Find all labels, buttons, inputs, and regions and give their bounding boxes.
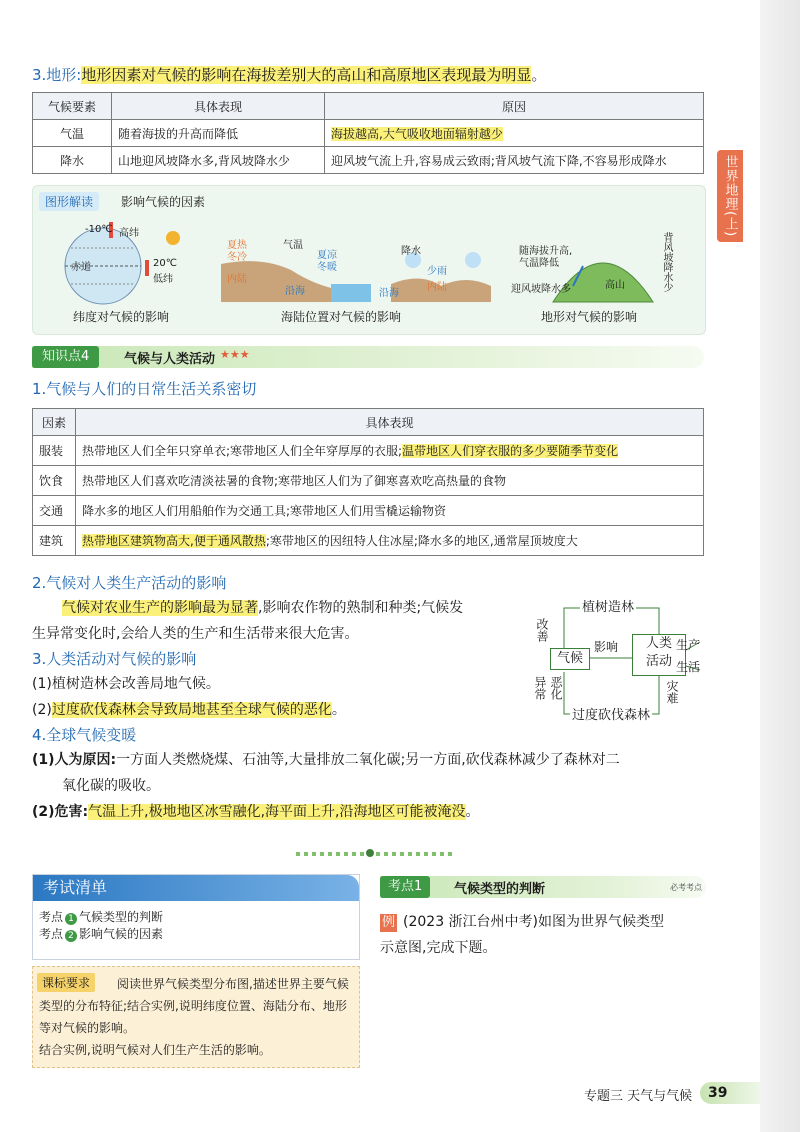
land-summer-cool: 夏凉 [317,250,337,261]
cell-highlight: 温带地区人们穿衣服的多少要随季节变化 [402,444,619,458]
th-detail: 具体表现 [76,409,704,436]
section-3b-p2 [32,698,346,722]
land-temp: 气温 [283,240,303,251]
terrain-alt-up: 随海拔升高, [519,246,573,257]
figure-tag: 图形解读 [39,192,99,211]
terrain-caption: 地形对气候的影响 [541,310,638,324]
land2-precip: 降水 [401,246,421,257]
section-3b-end: 。 [331,702,346,718]
kp4-name: 气候与人类活动 [124,352,216,367]
land-summer-hot: 夏热 [227,240,247,251]
table-row [33,147,704,174]
cycle-disaster: 灾难 [665,680,679,704]
table-row [33,436,704,466]
cycle-top: 植树造林 [580,596,636,615]
page-edge [760,0,800,1132]
cloud-icon [465,252,481,268]
table-row [33,466,704,496]
cycle-right1: 生产 [676,638,701,652]
kp4-label: 知识点4 [32,346,99,368]
lat-temp-low: -10℃ [85,224,113,235]
section-4-end: 。 [465,804,480,820]
table-row [33,526,704,556]
section-4-c2 [32,800,480,824]
table-header-row [33,409,704,436]
knowledge-point-4-bar [32,346,704,368]
lat-high: 高纬 [119,228,139,239]
cell-highlight: 热带地区建筑物高大,便于通风散热 [82,534,266,548]
footer-text: 专题三 天气与气候 [584,1089,693,1104]
cell: 山地迎风坡降水多,背风坡降水少 [112,147,325,174]
cycle-right2: 生活 [676,660,701,674]
example-mark: 例 [382,915,396,930]
cell [325,120,704,147]
req-text-1: 阅读世界气候类型分布图,描述世界主要气候类型的分布特征;结合实例,说明纬度位置、海陆分布、地形等对气候的影响。 [39,977,349,1035]
exam-item[interactable] [33,909,359,926]
cycle-left-bot1: 异常 [533,676,547,700]
cell: 服装 [33,436,76,466]
section-4-title: 4.全球气候变暖 [32,726,137,744]
land-coastal: 沿海 [285,286,305,297]
cell: 降水多的地区人们用船舶作为交通工具;寒带地区人们用雪橇运输物资 [76,496,704,526]
land-winter-cold: 冬冷 [227,252,247,263]
cell: 迎风坡气流上升,容易成云致雨;背风坡气流下降,不容易形成降水 [325,147,704,174]
cell [76,436,704,466]
exam-item-pre: 考点 [39,910,64,924]
table-row [33,120,704,147]
key-point-1-bar [380,876,706,898]
req-text-2: 结合实例,说明气候对人们生产生活的影响。 [39,1043,271,1057]
section-4-c1-text: 一方面人类燃烧煤、石油等,大量排放二氧化碳;另一方面,砍伐森林减少了森林对二 [116,752,620,768]
cycle-human1: 人类 [645,636,672,651]
exam-item-pre: 考点 [39,927,64,941]
example-line1 [380,910,664,934]
sun-icon [166,231,180,245]
star-icon: ★★★ [220,348,250,361]
land-caption: 海陆位置对气候的影响 [281,310,402,324]
section-2-line2: 生异常变化时,会给人类的生产和生活带来很大危害。 [32,626,359,642]
cell: 随着海拔的升高而降低 [112,120,325,147]
section-1-title: 1.气候与人们的日常生活关系密切 [32,380,257,398]
lat-equator: 赤道 [71,262,91,273]
cell: 建筑 [33,526,76,556]
terrain-windward: 迎风坡降水多 [511,284,571,295]
example-line2: 示意图,完成下题。 [380,940,497,956]
cycle-left-top: 改善 [535,618,549,642]
kd1-label: 考点1 [380,876,430,898]
table-header-row [33,93,704,120]
page-number: 39 [700,1082,760,1104]
cycle-diagram [524,596,714,726]
section-3-end: 。 [531,66,547,84]
side-tab[interactable]: 世界地理(上) [717,150,743,242]
exam-item-text: 影响气候的因素 [79,927,164,941]
life-table [32,408,704,556]
climate-factors-figure [32,185,706,335]
kd1-must: 必考考点 [670,883,702,892]
section-4-c1b: 氧化碳的吸收。 [62,778,160,794]
section-4-c1-label: (1)人为原因: [32,752,117,768]
cycle-human2: 活动 [645,654,672,669]
land-winter-warm: 冬暖 [317,262,337,273]
cell: 交通 [33,496,76,526]
section-4-c1 [32,748,620,772]
section-2-line1 [62,596,463,620]
sea-shape [331,284,371,302]
cycle-left-bot2: 恶化 [549,676,563,700]
th-performance: 具体表现 [112,93,325,120]
section-3b-p1: (1)植树造林会改善局地气候。 [32,676,220,692]
cycle-bottom: 过度砍伐森林 [570,704,652,723]
lat-caption: 纬度对气候的影响 [73,310,170,324]
terrain-mountain: 高山 [605,280,625,291]
terrain-table [32,92,704,174]
divider-dots [296,852,456,856]
req-label: 课标要求 [37,973,95,992]
section-3-heading [32,64,546,85]
curriculum-requirements [32,966,360,1068]
section-2-highlight: 气候对农业生产的影响最为显著 [62,600,258,616]
section-3b-highlight: 过度砍伐森林会导致局地甚至全球气候的恶化 [51,702,332,718]
divider-center-dot [366,849,374,857]
cycle-mid: 影响 [594,640,619,654]
cell-text: ;寒带地区的因纽特人住冰屋;降水多的地区,通常屋顶坡度大 [265,534,578,548]
land2-coastal: 沿海 [379,288,399,299]
section-3b-title: 3.人类活动对气候的影响 [32,650,197,668]
section-2-text: ,影响农作物的熟制和种类;气候发 [258,600,464,616]
cell: 热带地区人们喜欢吃清淡祛暑的食物;寒带地区人们为了御寒喜欢吃高热量的食物 [76,466,704,496]
cell: 气温 [33,120,112,147]
figure-title: 影响气候的因素 [121,195,206,209]
land2-inland: 内陆 [427,282,447,293]
section-4-c2-label: (2)危害: [32,804,89,820]
terrain-temp-down: 气温降低 [519,258,559,269]
section-3-highlight: 地形因素对气候的影响在海拔差别大的高山和高原地区表现最为明显 [81,66,532,84]
cell: 饮食 [33,466,76,496]
section-2-title: 2.气候对人类生产活动的影响 [32,574,227,592]
terrain-leeward: 背风坡降水少 [661,232,672,292]
land2-little-rain: 少雨 [427,266,447,277]
exam-item-number: 2 [65,930,77,942]
th-factor: 因素 [33,409,76,436]
cell-highlight: 海拔越高,大气吸收地面辐射越少 [331,126,503,141]
exam-list-title: 考试清单 [33,875,359,901]
th-reason: 原因 [325,93,704,120]
example-text1: (2023 浙江台州中考)如图为世界气候类型 [403,914,665,930]
lat-low: 低纬 [153,274,173,285]
exam-item-number: 1 [65,913,77,925]
exam-item-text: 气候类型的判断 [79,910,164,924]
th-element: 气候要素 [33,93,112,120]
table-row [33,496,704,526]
section-3-number: 3.地形: [32,66,82,84]
cell-text: 热带地区人们全年只穿单衣;寒带地区人们全年穿厚厚的衣服; [82,444,403,458]
lat-temp-high: 20℃ [153,258,177,269]
cycle-climate-box: 气候 [550,648,590,670]
cell [76,526,704,556]
thermometer-icon [145,260,149,276]
section-3b-p2-num: (2) [32,702,52,718]
cell: 降水 [33,147,112,174]
land-sea-illustration [221,246,491,302]
section-4-highlight: 气温上升,极地地区冰雪融化,海平面上升,沿海地区可能被淹没 [88,804,466,820]
exam-list [32,874,360,960]
land-inland: 内陆 [227,274,247,285]
exam-item[interactable] [33,926,359,943]
kd1-name: 气候类型的判断 [454,882,546,897]
